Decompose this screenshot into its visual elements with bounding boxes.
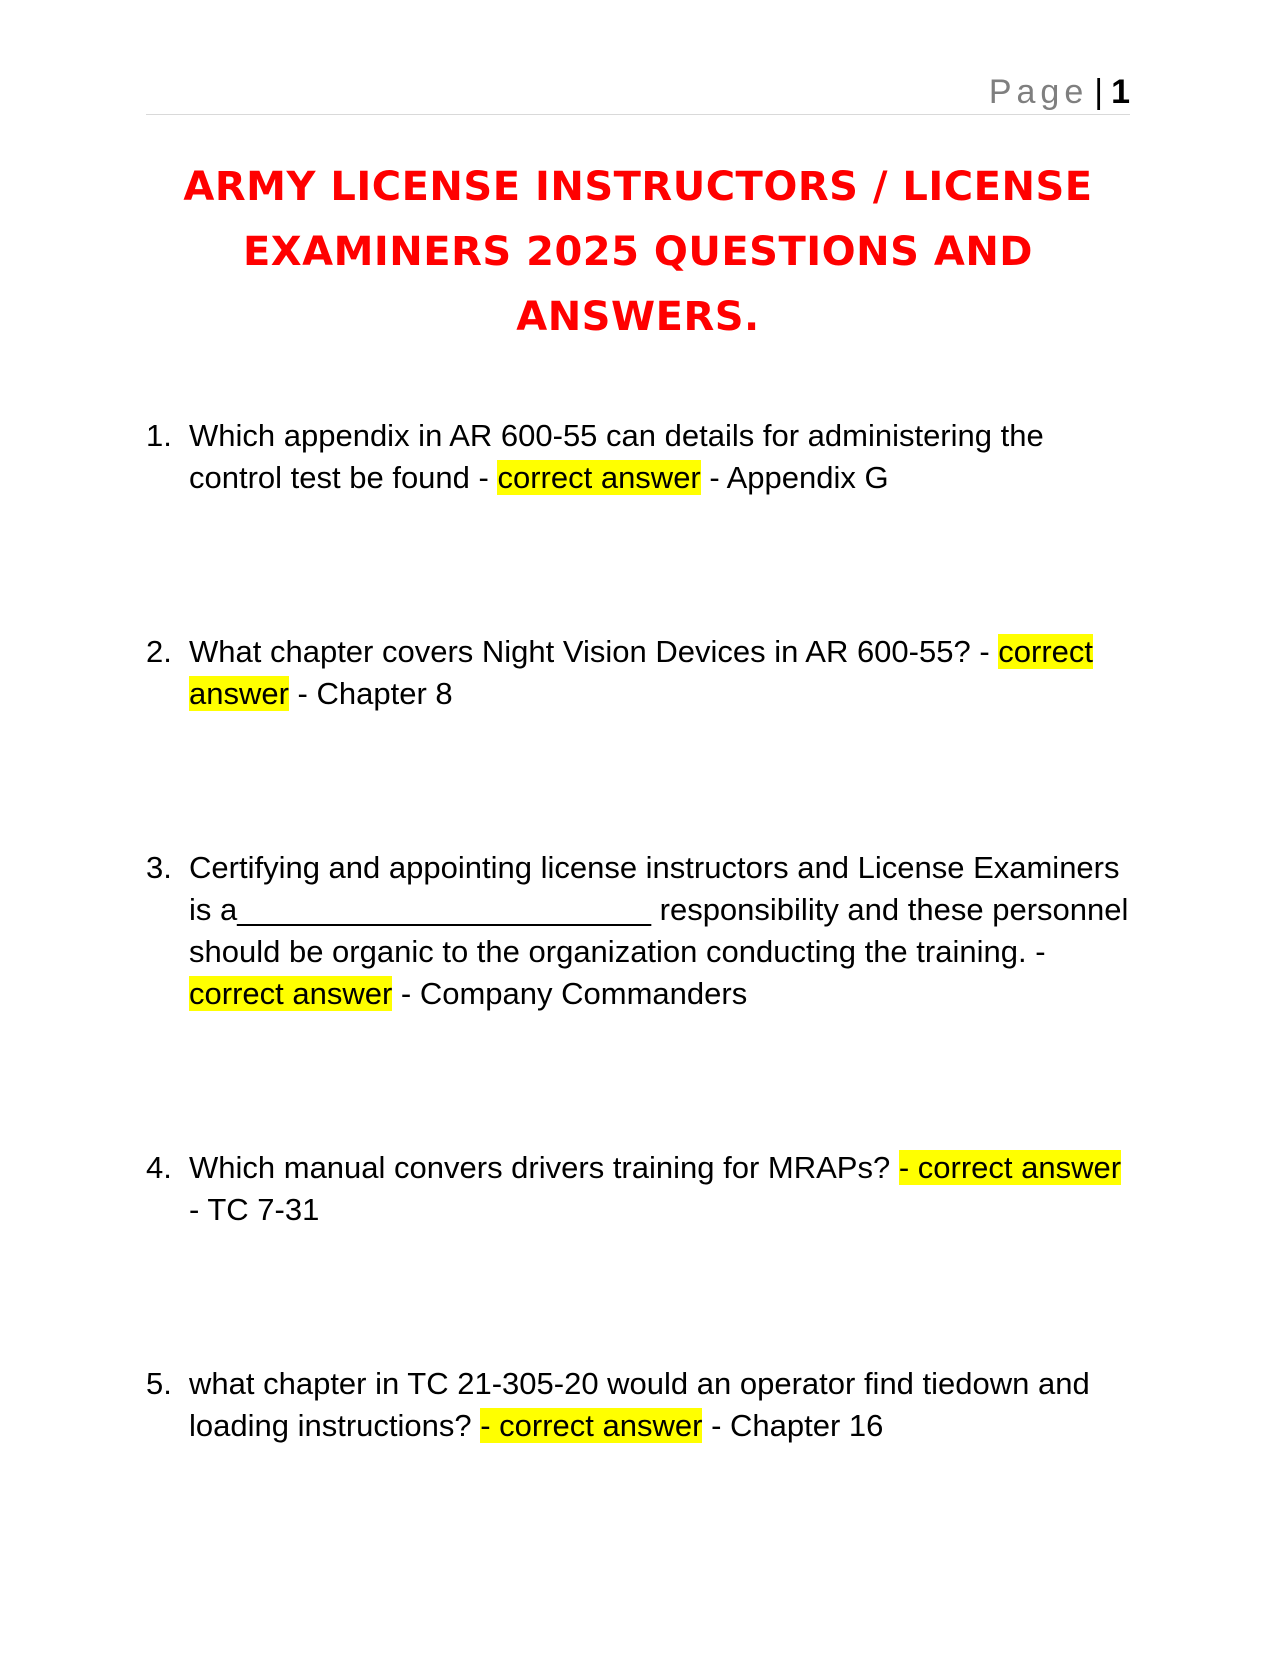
question-item xyxy=(146,631,1136,715)
question-number: 2. xyxy=(146,634,172,669)
page-number-line xyxy=(989,72,1130,112)
answer-marker-highlight: correct answer xyxy=(497,460,701,495)
question-text: what chapter in TC 21-305-20 would an operator find tiedown and loading instructions? xyxy=(189,1366,1090,1443)
answer-text: - Chapter 16 xyxy=(702,1408,884,1443)
page-number: 1 xyxy=(1111,73,1130,111)
answer-text: - Chapter 8 xyxy=(288,676,453,711)
page-header xyxy=(146,72,1130,115)
question-text: What chapter covers Night Vision Devices in AR 600-55? - xyxy=(189,634,999,669)
question-number: 3. xyxy=(146,850,172,885)
answer-marker-highlight: - correct answer xyxy=(898,1150,1122,1185)
document-title: ARMY LICENSE INSTRUCTORS / LICENSE EXAMINERS 2025 QUESTIONS AND ANSWERS. xyxy=(183,164,1093,340)
question-text: Certifying and appointing license instructors and License Examiners is a________________________ responsibility and these personnel should be organic to the organization conducting the training. - xyxy=(189,850,1129,969)
question-item xyxy=(146,1147,1136,1231)
answer-text: - TC 7-31 xyxy=(189,1192,320,1227)
page-label: Page xyxy=(988,73,1089,111)
question-item xyxy=(146,847,1136,1015)
question-list xyxy=(146,415,1136,1447)
question-item xyxy=(146,1363,1136,1447)
answer-marker-highlight: - correct answer xyxy=(480,1408,703,1443)
question-number: 4. xyxy=(146,1150,172,1185)
answer-text: - Appendix G xyxy=(700,460,889,495)
answer-marker-highlight: correct answer xyxy=(189,976,393,1011)
question-number: 1. xyxy=(146,418,172,453)
answer-marker-highlight: correct answer xyxy=(189,634,1094,711)
question-number: 5. xyxy=(146,1366,172,1401)
page-separator: | xyxy=(1094,73,1104,111)
answer-text: - Company Commanders xyxy=(392,976,748,1011)
question-item xyxy=(146,415,1136,499)
question-text: Which manual convers drivers training for MRAPs? xyxy=(189,1150,899,1185)
question-text: Which appendix in AR 600-55 can details for administering the control test be found - xyxy=(189,418,1044,495)
